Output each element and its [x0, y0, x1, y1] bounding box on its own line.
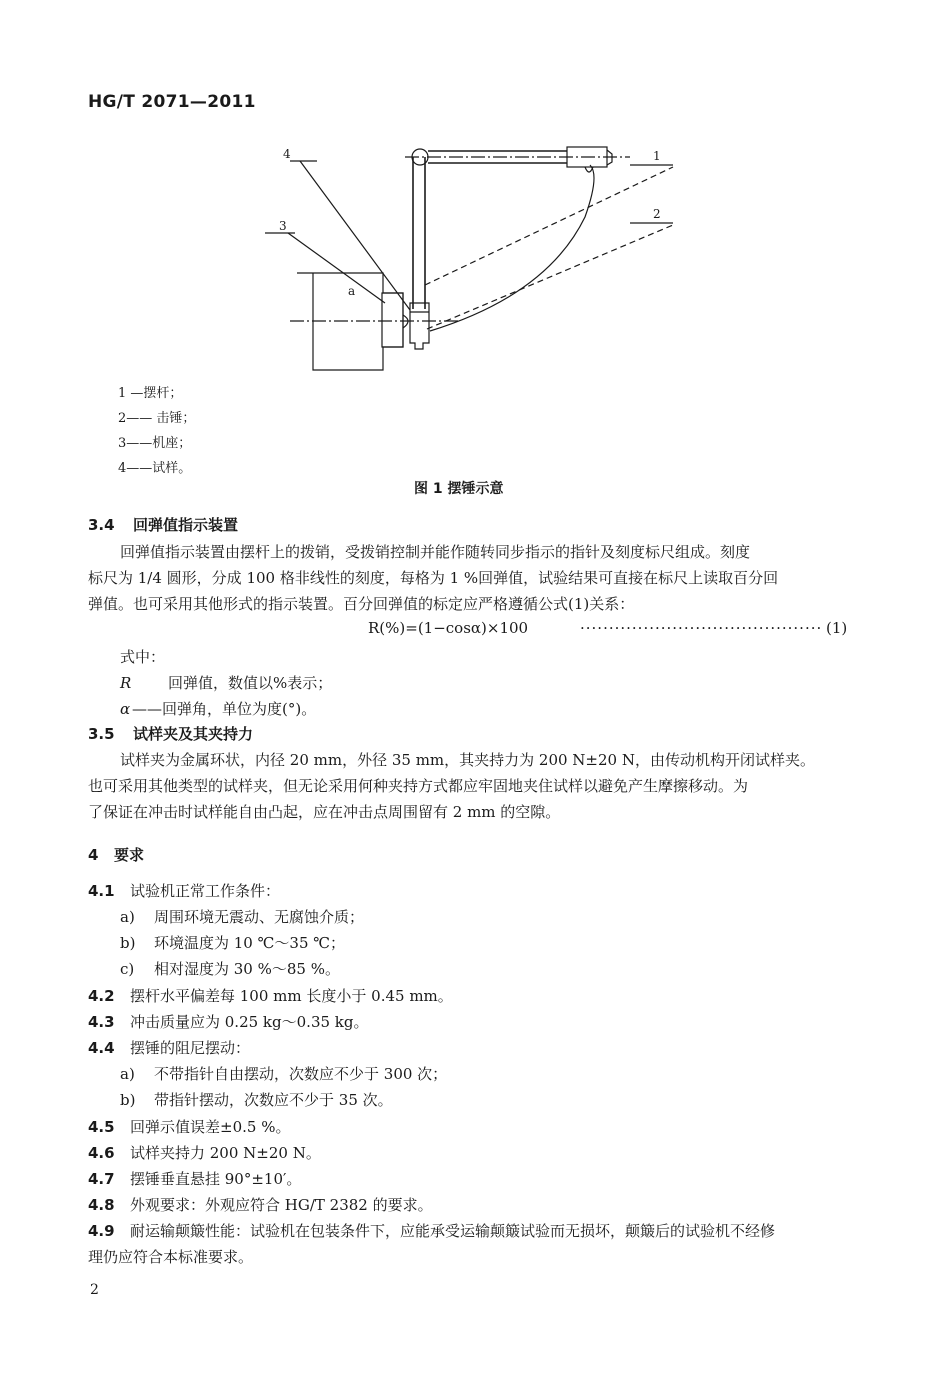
callout-2: 2	[653, 207, 661, 221]
definition-R: R 回弹值，数值以%表示；	[120, 674, 333, 692]
formula-leader-dots: ··········································	[580, 619, 823, 637]
clause-4-8: 4.8 外观要求：外观应符合 HG/T 2382 的要求。	[88, 1196, 433, 1214]
hammer	[410, 303, 429, 349]
legend-item-4: 4——试样。	[118, 461, 192, 476]
callout-1: 1	[653, 149, 661, 163]
section-3-5-line-2: 也可采用其他类型的试样夹，但无论采用何种夹持方式都应牢固地夹住试样以避免产生摩擦移动。为	[88, 777, 749, 795]
clause-4-9: 4.9 耐运输颠簸性能：试验机在包装条件下，应能承受运输颠簸试验而无损坏，颠簸后的试验机不经修	[88, 1222, 776, 1240]
clause-4-2: 4.2 摆杆水平偏差每 100 mm 长度小于 0.45 mm。	[88, 987, 453, 1005]
section-3-4-line-1: 回弹值指示装置由摆杆上的拨销，受拨销控制并能作随转同步指示的指针及刻度标尺组成。刻度	[120, 543, 751, 561]
formula-1: R(%)=(1−cosα)×100	[368, 619, 529, 637]
clause-4-4-item-b: b) 带指针摆动，次数应不少于 35 次。	[120, 1091, 393, 1109]
legend-item-1: 1 —摆杆；	[118, 386, 183, 401]
callout-4: 4	[283, 147, 291, 161]
swing-arc	[430, 165, 594, 331]
clause-4-9-line-2: 理仍应符合本标准要求。	[88, 1248, 254, 1266]
section-3-4-heading: 3.4 回弹值指示装置	[88, 516, 239, 534]
clause-4-4: 4.4 摆锤的阻尼摆动：	[88, 1039, 251, 1057]
figure-caption: 图 1 摆锤示意	[414, 481, 504, 497]
section-3-4-line-3: 弹值。也可采用其他形式的指示装置。百分回弹值的标定应严格遵循公式(1)关系：	[88, 595, 635, 613]
specimen	[382, 293, 403, 347]
standard-code: HG/T 2071—2011	[88, 92, 256, 112]
formula-number: (1)	[826, 619, 848, 637]
clause-4-1-item-c: c) 相对湿度为 30 %～85 %。	[120, 960, 340, 978]
section-3-5-line-3: 了保证在冲击时试样能自由凸起，应在冲击点周围留有 2 mm 的空隙。	[88, 803, 561, 821]
section-3-5-heading: 3.5 试样夹及其夹持力	[88, 725, 254, 743]
legend-item-2: 2—— 击锤；	[118, 411, 196, 426]
pendulum-diagram	[255, 135, 695, 385]
section-3-5-line-1: 试样夹为金属环状，内径 20 mm，外径 35 mm，其夹持力为 200 N±20 N，由传动机构开闭试样夹。	[120, 751, 815, 769]
clause-4-1: 4.1 试验机正常工作条件：	[88, 882, 281, 900]
legend-item-3: 3——机座；	[118, 436, 192, 451]
section-3-4-line-2: 标尺为 1/4 圆形，分成 100 格非线性的刻度，每格为 1 %回弹值，试验结果可直接在标尺上读取百分回	[88, 569, 779, 587]
callout-3: 3	[279, 219, 287, 233]
clause-4-4-item-a: a) 不带指针自由摆动，次数应不少于 300 次；	[120, 1065, 448, 1083]
where-label: 式中：	[120, 648, 166, 666]
clause-4-5: 4.5 回弹示值误差±0.5 %。	[88, 1118, 291, 1136]
clause-4-1-item-b: b) 环境温度为 10 ℃～35 ℃；	[120, 934, 346, 952]
page-number: 2	[90, 1282, 99, 1298]
clause-4-3: 4.3 冲击质量应为 0.25 kg～0.35 kg。	[88, 1013, 369, 1031]
section-4-heading: 4 要求	[88, 846, 145, 864]
clause-4-7: 4.7 摆锤垂直悬挂 90°±10′。	[88, 1170, 302, 1188]
clause-4-1-item-a: a) 周围环境无震动、无腐蚀介质；	[120, 908, 365, 926]
svg-text:a: a	[348, 284, 356, 298]
clause-4-6: 4.6 试样夹持力 200 N±20 N。	[88, 1144, 321, 1162]
definition-alpha: α ——回弹角，单位为度(°)。	[120, 700, 317, 718]
